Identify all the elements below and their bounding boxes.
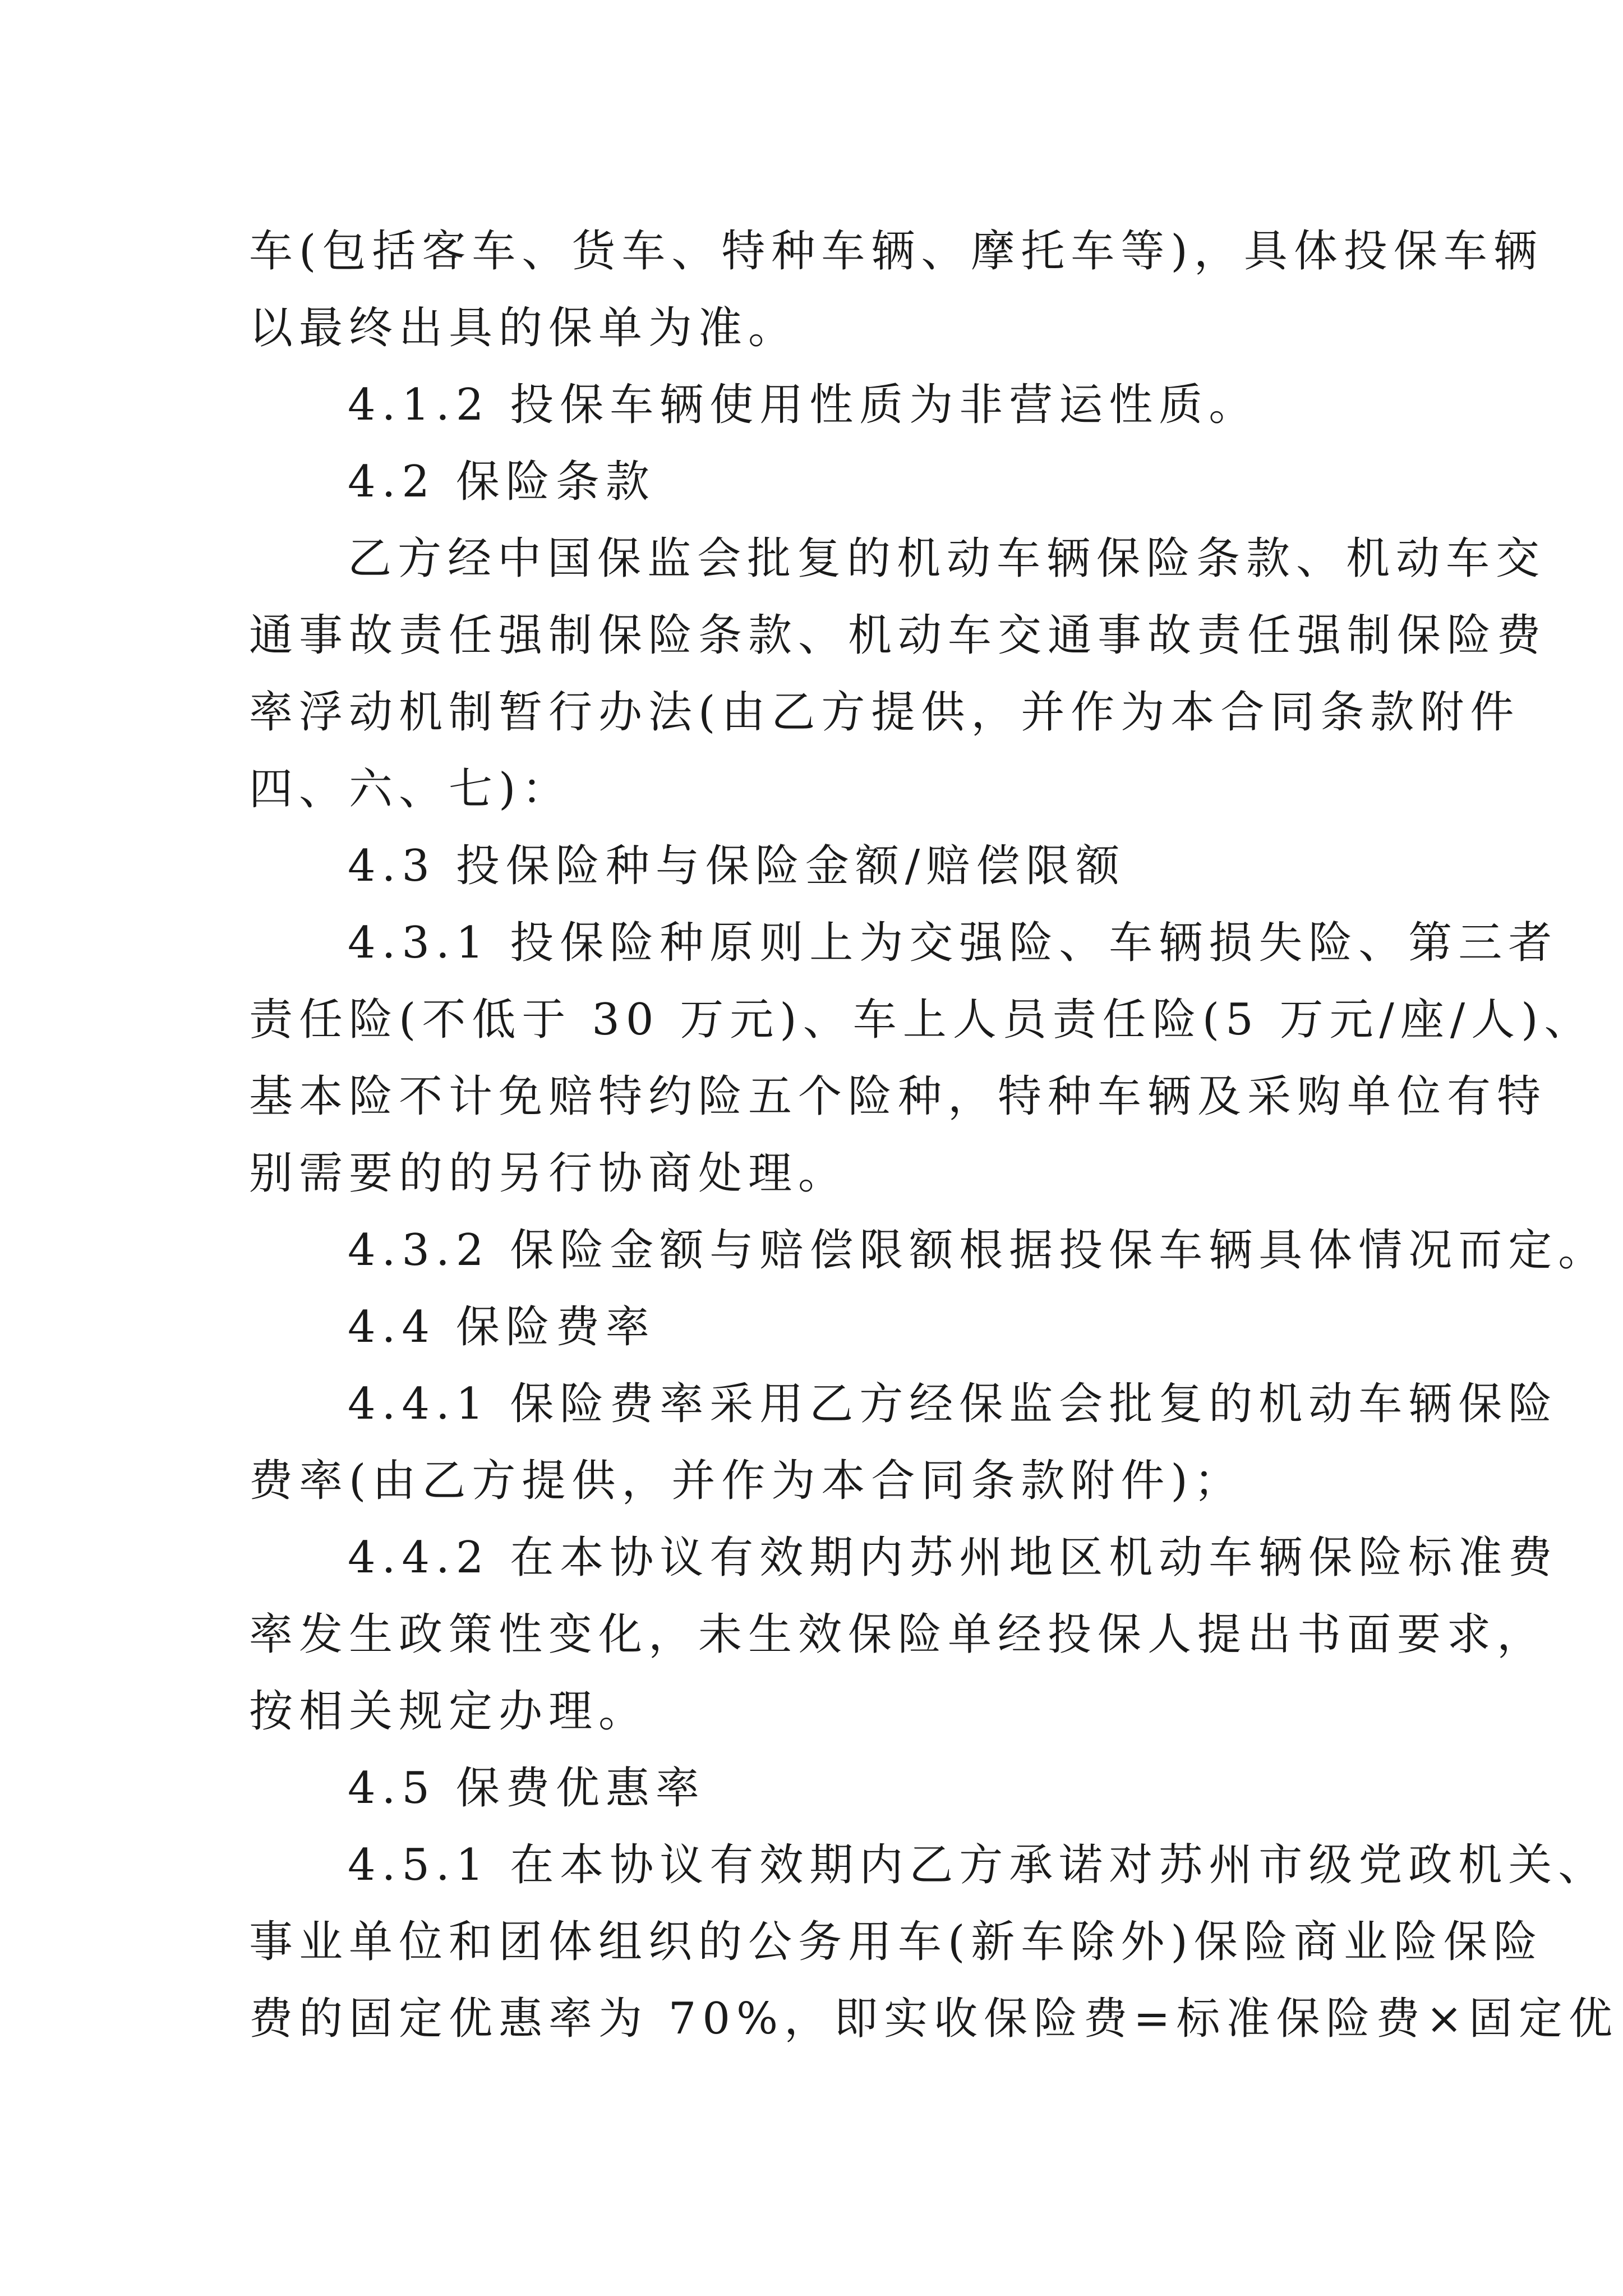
text-line: 四、六、七)： xyxy=(249,764,572,815)
section-heading-4-5: 4.5 保费优惠率 xyxy=(348,1763,706,1814)
clause-4-3-2: 4.3.2 保险金额与赔偿限额根据投保车辆具体情况而定。 xyxy=(348,1225,1608,1276)
clause-4-5-1: 4.5.1 在本协议有效期内乙方承诺对苏州市级党政机关、 xyxy=(348,1840,1608,1890)
document-body xyxy=(249,213,1619,2058)
section-heading-4-2: 4.2 保险条款 xyxy=(348,457,656,507)
text-line: 以最终出具的保单为准。 xyxy=(249,303,799,353)
text-line: 费的固定优惠率为 70%，即实收保险费=标准保险费×固定优 xyxy=(249,1994,1619,2044)
text-line: 车(包括客车、货车、特种车辆、摩托车等)，具体投保车辆 xyxy=(249,226,1543,277)
clause-4-4-2: 4.4.2 在本协议有效期内苏州地区机动车辆保险标准费 xyxy=(348,1533,1559,1583)
text-line: 率发生政策性变化，未生效保险单经投保人提出书面要求， xyxy=(249,1609,1547,1660)
text-line: 费率(由乙方提供，并作为本合同条款附件)； xyxy=(249,1456,1244,1506)
text-line: 率浮动机制暂行办法(由乙方提供，并作为本合同条款附件 xyxy=(249,687,1520,738)
text-line: 通事故责任强制保险条款、机动车交通事故责任强制保险费 xyxy=(249,610,1547,661)
text-line: 乙方经中国保监会批复的机动车辆保险条款、机动车交 xyxy=(348,533,1546,584)
clause-4-1-2: 4.1.2 投保车辆使用性质为非营运性质。 xyxy=(348,380,1259,430)
clause-4-4-1: 4.4.1 保险费率采用乙方经保监会批复的机动车辆保险 xyxy=(348,1379,1559,1429)
section-heading-4-3: 4.3 投保险种与保险金额/赔偿限额 xyxy=(348,841,1126,891)
text-line: 别需要的的另行协商处理。 xyxy=(249,1148,849,1199)
clause-4-3-1: 4.3.1 投保险种原则上为交强险、车辆损失险、第三者 xyxy=(348,918,1559,968)
section-heading-4-4: 4.4 保险费率 xyxy=(348,1302,656,1352)
text-line: 事业单位和团体组织的公务用车(新车除外)保险商业险保险 xyxy=(249,1917,1543,1967)
text-line: 责任险(不低于 30 万元)、车上人员责任险(5 万元/座/人)、 xyxy=(249,995,1594,1045)
text-line: 基本险不计免赔特约险五个险种，特种车辆及采购单位有特 xyxy=(249,1071,1547,1122)
text-line: 按相关规定办理。 xyxy=(249,1686,649,1737)
